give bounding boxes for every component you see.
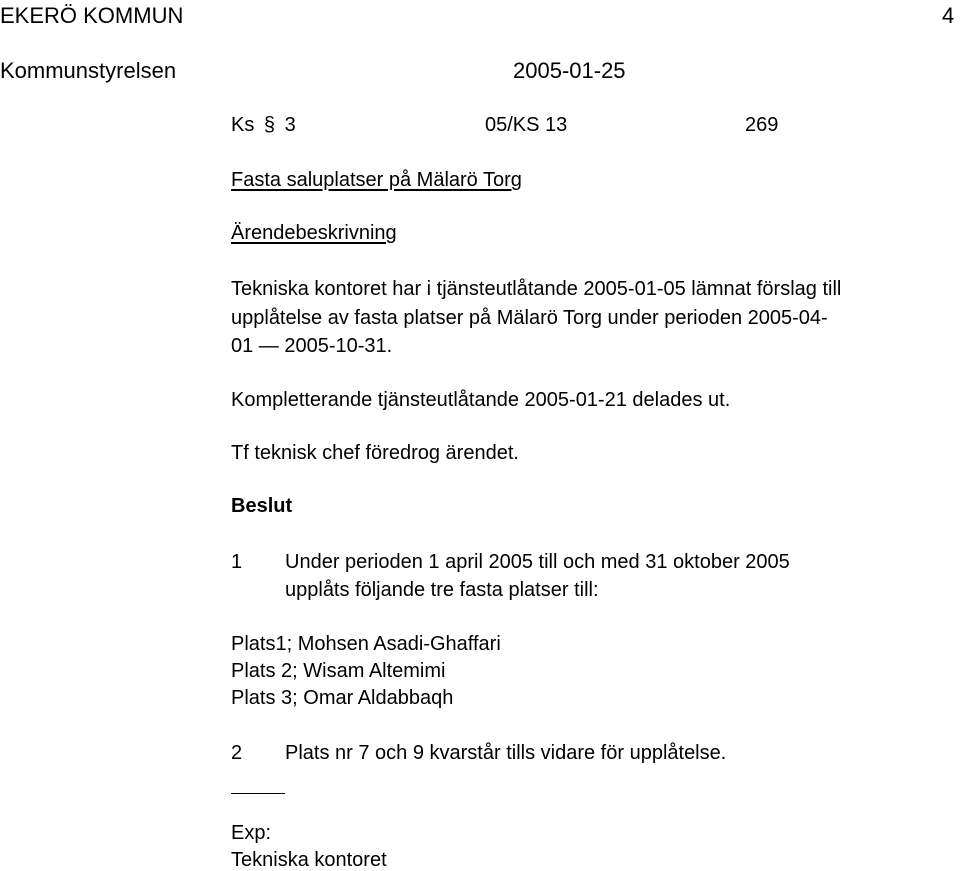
decision-item-2-number: 2 [231, 742, 243, 764]
decision-heading: Beslut [231, 495, 293, 517]
description-paragraph-3: Tf teknisk chef föredrog ärendet. [231, 442, 519, 464]
place-3: Plats 3; Omar Aldabbaqh [231, 687, 454, 709]
distribution-label: Exp: [231, 822, 272, 844]
place-1: Plats1; Mohsen Asadi-Ghaffari [231, 633, 501, 655]
board-name: Kommunstyrelsen [0, 58, 177, 83]
meeting-date: 2005-01-25 [513, 58, 626, 83]
description-paragraph-1-line-1: Tekniska kontoret har i tjänsteutlåtande 2005-01-05 lämnat förslag till [231, 278, 842, 300]
decision-item-1-number: 1 [231, 551, 243, 573]
case-title: Fasta saluplatser på Mälarö Torg [231, 169, 522, 191]
description-paragraph-1-line-2: upplåtelse av fasta platser på Mälarö Torg under perioden 2005-04- [231, 307, 828, 329]
decision-item-2-text: Plats nr 7 och 9 kvarstår tills vidare för upplåtelse. [285, 742, 727, 764]
case-number: 05/KS 13 [485, 114, 568, 136]
section-prefix: Ks [231, 114, 255, 136]
description-paragraph-1-line-3: 01 — 2005-10-31. [231, 335, 393, 357]
reference-number: 269 [745, 114, 779, 136]
section-number: 3 [284, 114, 296, 136]
decision-item-1-line-1: Under perioden 1 april 2005 till och med 31 oktober 2005 [285, 551, 790, 573]
decision-item-1-line-2: upplåts följande tre fasta platser till: [285, 579, 599, 601]
municipality-name: EKERÖ KOMMUN [0, 3, 184, 28]
page-number: 4 [942, 3, 955, 28]
section-id [231, 115, 296, 135]
description-heading: Ärendebeskrivning [231, 222, 397, 244]
description-paragraph-2: Kompletterande tjänsteutlåtande 2005-01-21 delades ut. [231, 389, 731, 411]
section-symbol: § [263, 114, 276, 136]
distribution-recipient: Tekniska kontoret [231, 849, 387, 871]
separator-rule [231, 793, 285, 794]
place-2: Plats 2; Wisam Altemimi [231, 660, 446, 682]
